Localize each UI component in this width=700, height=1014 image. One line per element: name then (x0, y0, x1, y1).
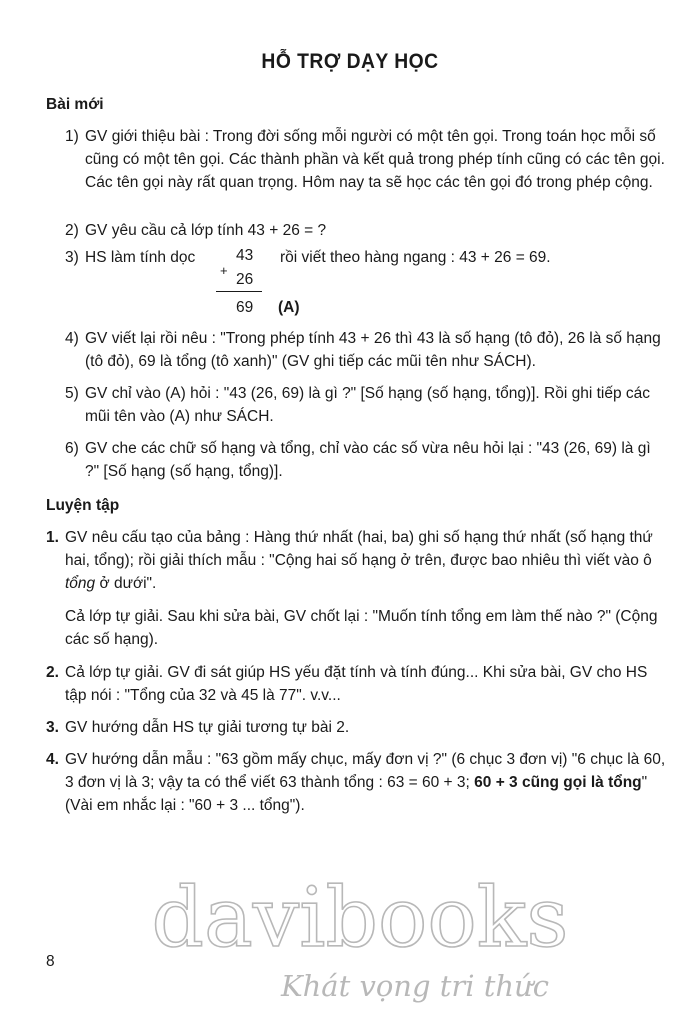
page-number: 8 (46, 953, 55, 970)
item-text: GV hướng dẫn HS tự giải tương tự bài 2. (65, 719, 350, 736)
watermark-slogan: Khát vọng tri thức (280, 969, 550, 1003)
list-item (65, 437, 665, 483)
horizontal-equation: rồi viết theo hàng ngang : 43 + 26 = 69. (280, 249, 551, 266)
item-number: 1) (65, 128, 79, 145)
label-a: (A) (278, 299, 300, 316)
item-number: 5) (65, 385, 79, 402)
list-item (65, 246, 225, 269)
item-text: GV che các chữ số hạng và tổng, chỉ vào các số vừa nêu hỏi lại : "43 (26, 69) là gì ?" [Số hạng (số hạng, tổng)]. (85, 440, 651, 480)
item-text: GV chỉ vào (A) hỏi : "43 (26, 69) là gì ?" [Số hạng (số hạng, tổng)]. Rồi ghi tiếp các mũi tên vào (A) như SÁCH. (85, 385, 651, 425)
item-text: Cả lớp tự giải. GV đi sát giúp HS yếu đặt tính và tính đúng... Khi sửa bài, GV cho HS tập nói : "Tổng của 32 và 45 là 77". v.v... (65, 664, 648, 704)
item-number: 2. (46, 664, 59, 681)
addend-2: 26 (236, 271, 254, 288)
sum: 69 (236, 299, 254, 316)
davibooks-watermark-logo (150, 868, 570, 1008)
sum-rule (216, 291, 262, 292)
item-number: 4) (65, 330, 79, 347)
item-number: 3. (46, 719, 59, 736)
list-item (65, 219, 665, 242)
item-text: GV hướng dẫn mẫu : "63 gồm mấy chục, mấy đơn vị ?" (6 chục 3 đơn vị) "6 chục là 60, 3 đơn vị là 3; vậy ta có thể viết 63 thành tổng : 63 = 60 + 3; 60 + 3 cũng gọi là tổng" (Vài em nhắc lại : "60 + 3 ... tổng"). (65, 751, 666, 814)
section-heading-practice: Luyện tập (46, 497, 120, 514)
list-item (46, 526, 666, 595)
item-text: GV nêu cấu tạo của bảng : Hàng thứ nhất (hai, ba) ghi số hạng thứ nhất (số hạng thứ hai, tổng); rồi giải thích mẫu : "Cộng hai số hạng ở trên, được bao nhiêu thì viết vào ô tổng ở dưới". (65, 529, 653, 592)
plus-sign: + (220, 263, 228, 278)
item-text: GV giới thiệu bài : Trong đời sống mỗi người có một tên gọi. Trong toán học mỗi số cũng có một tên gọi. Các thành phần và kết quả trong phép tính cũng có các tên gọi. Các tên gọi này rất quan trọng. Hôm nay ta sẽ học các tên gọi đó trong phép cộng. (85, 128, 665, 191)
item-number: 1. (46, 529, 59, 546)
list-item (65, 125, 665, 194)
list-item (46, 716, 666, 739)
item-number: 4. (46, 751, 59, 768)
item-text: GV yêu cầu cả lớp tính 43 + 26 = ? (85, 222, 327, 239)
list-item (65, 327, 665, 373)
list-item (46, 748, 666, 817)
list-item (46, 661, 666, 707)
item-number: 6) (65, 440, 79, 457)
item-text: HS làm tính dọc (85, 249, 196, 266)
watermark-brand: davibooks (151, 871, 569, 966)
page-title: HỖ TRỢ DẠY HỌC (261, 50, 439, 73)
list-item-note (46, 605, 666, 651)
item-number: 2) (65, 222, 79, 239)
item-text: GV viết lại rồi nêu : "Trong phép tính 43 + 26 thì 43 là số hạng (tô đỏ), 26 là số hạng (tô đỏ), 69 là tổng (tô xanh)" (GV ghi tiếp các mũi tên như SÁCH). (85, 330, 661, 370)
item-text: Cả lớp tự giải. Sau khi sửa bài, GV chốt lại : "Muốn tính tổng em làm thế nào ?" (Cộng các số hạng). (65, 608, 658, 648)
addend-1: 43 (236, 247, 254, 264)
list-item (65, 382, 665, 428)
section-heading-new-lesson: Bài mới (46, 96, 104, 113)
item-number: 3) (65, 249, 79, 266)
